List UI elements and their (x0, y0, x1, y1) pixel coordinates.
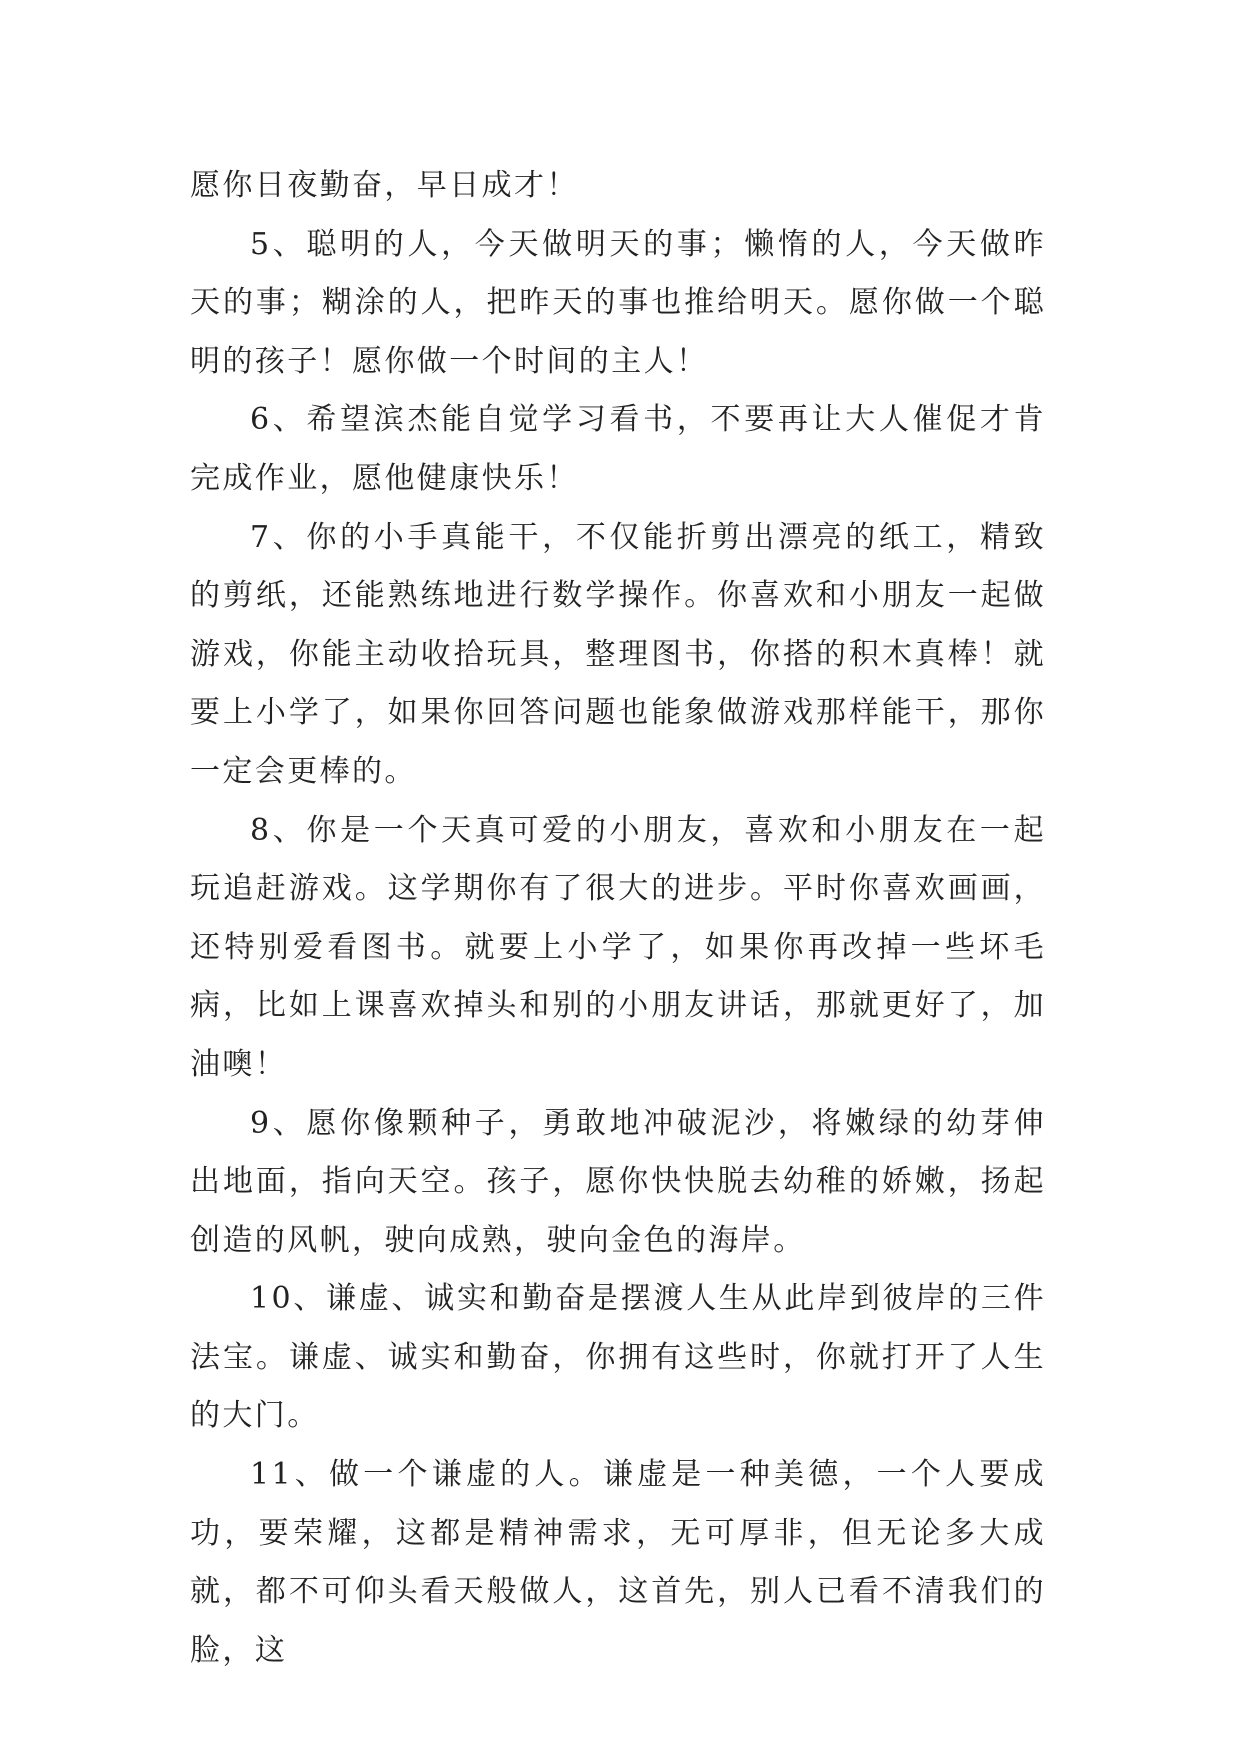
paragraph-5: 5、聪明的人，今天做明天的事；懒惰的人，今天做昨天的事；糊涂的人，把昨天的事也推给明天。愿你做一个聪明的孩子！愿你做一个时间的主人！ (190, 226, 1046, 379)
paragraph-6: 6、希望滨杰能自觉学习看书，不要再让大人催促才肯完成作业，愿他健康快乐！ (190, 402, 1046, 496)
document-body (190, 157, 1046, 1680)
paragraph-9: 9、愿你像颗种子，勇敢地冲破泥沙，将嫩绿的幼芽伸出地面，指向天空。孩子，愿你快快脱去幼稚的娇嫩，扬起创造的风帆，驶向成熟，驶向金色的海岸。 (190, 1105, 1046, 1258)
paragraph-8: 8、你是一个天真可爱的小朋友，喜欢和小朋友在一起玩追赶游戏。这学期你有了很大的进步。平时你喜欢画画，还特别爱看图书。就要上小学了，如果你再改掉一些坏毛病，比如上课喜欢掉头和别的小朋友讲话，那就更好了，加油噢！ (190, 812, 1046, 1082)
paragraph-continuation: 愿你日夜勤奋，早日成才！ (190, 168, 579, 203)
paragraph-7: 7、你的小手真能干，不仅能折剪出漂亮的纸工，精致的剪纸，还能熟练地进行数学操作。你喜欢和小朋友一起做游戏，你能主动收拾玩具，整理图书，你搭的积木真棒！就要上小学了，如果你回答问题也能象做游戏那样能干，那你一定会更棒的。 (190, 519, 1046, 789)
paragraph-11: 11、做一个谦虚的人。谦虚是一种美德，一个人要成功，要荣耀，这都是精神需求，无可厚非，但无论多大成就，都不可仰头看天般做人，这首先，别人已看不清我们的脸，这 (190, 1457, 1046, 1668)
paragraph-10: 10、谦虚、诚实和勤奋是摆渡人生从此岸到彼岸的三件法宝。谦虚、诚实和勤奋，你拥有这些时，你就打开了人生的大门。 (190, 1281, 1046, 1434)
